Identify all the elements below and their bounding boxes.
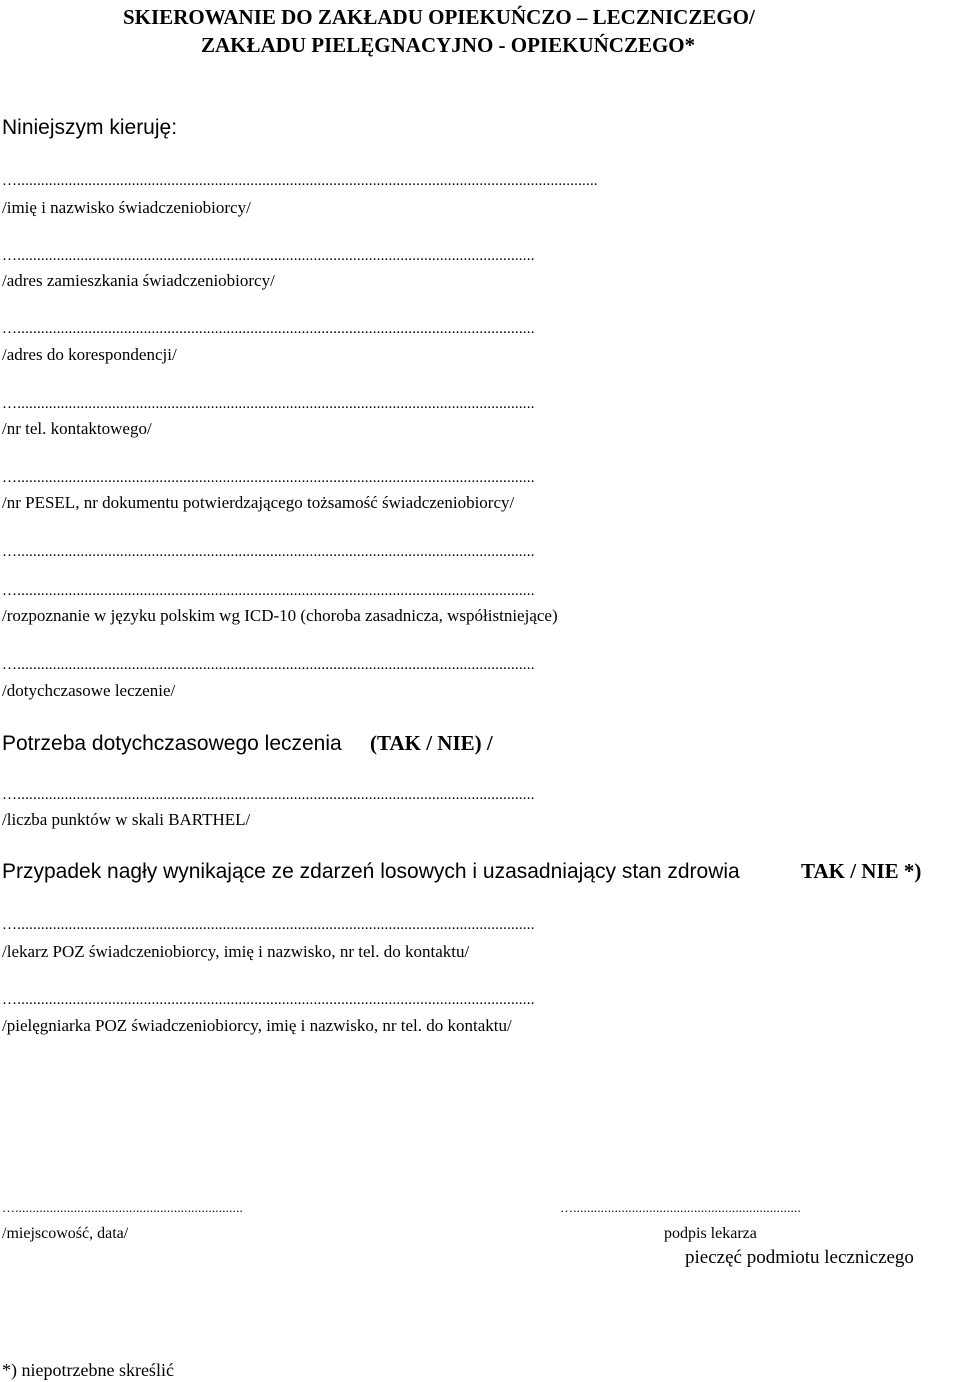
need-treatment-choice[interactable]: (TAK / NIE) /	[370, 731, 493, 755]
place-date-label: /miejscowość, data/	[2, 1225, 129, 1242]
need-treatment-text: Potrzeba dotychczasowego leczenia	[2, 732, 342, 755]
barthel-dotted-line[interactable]: …...................................................................................................................................	[2, 788, 535, 803]
poz-doctor-label: /lekarz POZ świadczeniobiorcy, imię i nazwisko, nr tel. do kontaktu/	[2, 942, 470, 961]
place-date-dotted-line[interactable]: …..................................................................	[2, 1201, 243, 1214]
intro-text: Niniejszym kieruję:	[2, 116, 178, 139]
residence-address-dotted-line[interactable]: …...................................................................................................................................	[2, 249, 535, 264]
residence-address-label: /adres zamieszkania świadczeniobiorcy/	[2, 271, 275, 290]
facility-stamp-label: pieczęć podmiotu leczniczego	[685, 1247, 914, 1268]
diagnosis-dotted-line-1[interactable]: …...................................................................................................................................	[2, 545, 535, 560]
signature-dotted-line[interactable]: …..................................................................	[560, 1201, 801, 1214]
correspondence-address-dotted-line[interactable]: …...................................................................................................................................	[2, 322, 535, 337]
emergency-choice[interactable]: TAK / NIE *)	[801, 859, 922, 883]
poz-doctor-dotted-line[interactable]: …...................................................................................................................................	[2, 918, 535, 933]
diagnosis-label: /rozpoznanie w języku polskim wg ICD-10 (choroba zasadnicza, współistniejące)	[2, 606, 558, 625]
doctor-signature-label: podpis lekarza	[664, 1225, 757, 1242]
phone-label: /nr tel. kontaktowego/	[2, 419, 152, 438]
pesel-label: /nr PESEL, nr dokumentu potwierdzającego tożsamość świadczeniobiorcy/	[2, 493, 515, 512]
patient-name-dotted-line[interactable]: …...................................................................................................................................................	[2, 174, 598, 189]
document-title-line-1: SKIEROWANIE DO ZAKŁADU OPIEKUŃCZO – LECZNICZEGO/	[123, 5, 755, 29]
phone-dotted-line[interactable]: …...................................................................................................................................	[2, 397, 535, 412]
prior-treatment-label: /dotychczasowe leczenie/	[2, 681, 176, 700]
patient-name-label: /imię i nazwisko świadczeniobiorcy/	[2, 198, 251, 217]
barthel-label: /liczba punktów w skali BARTHEL/	[2, 810, 251, 829]
document-title-line-2: ZAKŁADU PIELĘGNACYJNO - OPIEKUŃCZEGO*	[201, 33, 696, 57]
poz-nurse-label: /pielęgniarka POZ świadczeniobiorcy, imię i nazwisko, nr tel. do kontaktu/	[2, 1016, 512, 1035]
prior-treatment-dotted-line[interactable]: …...................................................................................................................................	[2, 658, 535, 673]
correspondence-address-label: /adres do korespondencji/	[2, 345, 177, 364]
footnote: *) niepotrzebne skreślić	[2, 1360, 174, 1380]
pesel-dotted-line[interactable]: …...................................................................................................................................	[2, 471, 535, 486]
diagnosis-dotted-line-2[interactable]: …...................................................................................................................................	[2, 584, 535, 599]
emergency-text: Przypadek nagły wynikające ze zdarzeń losowych i uzasadniający stan zdrowia	[2, 860, 740, 883]
poz-nurse-dotted-line[interactable]: …...................................................................................................................................	[2, 993, 535, 1008]
